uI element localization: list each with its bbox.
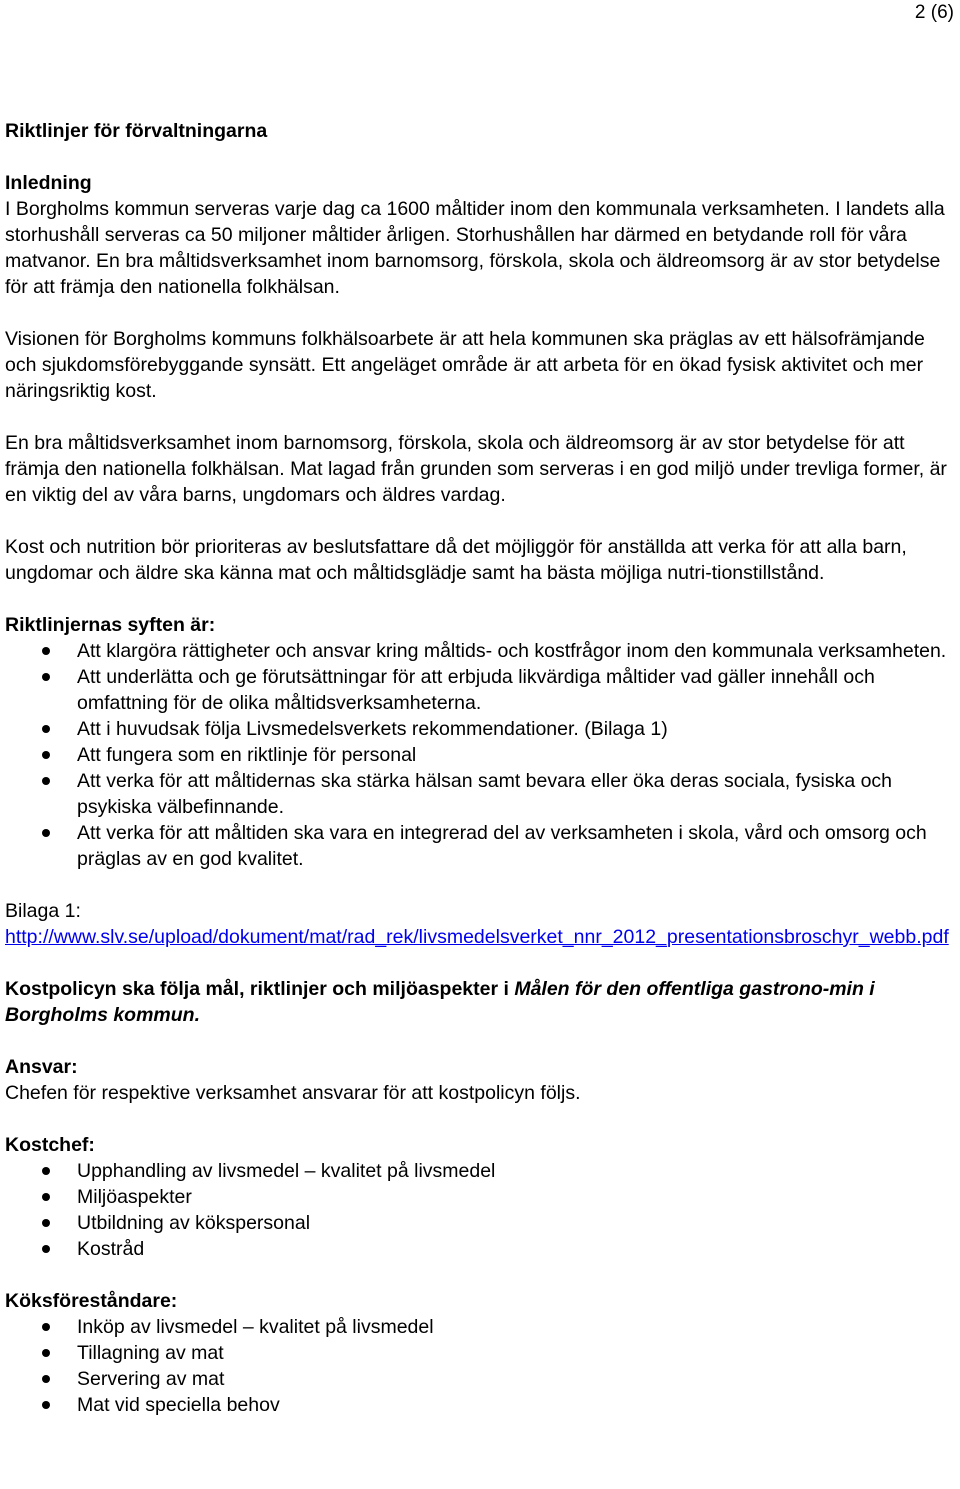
list-item: Utbildning av kökspersonal (5, 1210, 957, 1236)
bullet-icon (42, 1167, 50, 1175)
bullet-icon (42, 1349, 50, 1357)
purposes-heading: Riktlinjernas syften är: (5, 614, 216, 636)
responsibility-text: Chefen för respektive verksamhet ansvarar för att kostpolicyn följs. (5, 1082, 581, 1104)
bullet-icon (42, 1219, 50, 1227)
paragraph-nutrition: Kost och nutrition bör prioriteras av beslutsfattare då det möjliggör för anställda att verka för att alla barn, ungdomar och äldre ska känna mat och måltidsglädje samt ha bästa möjliga nutri-tionstillstånd. (5, 536, 907, 584)
intro-text: I Borgholms kommun serveras varje dag ca 1600 måltider inom den kommunala verksamheten. I landets alla storhushåll serveras ca 50 miljoner måltider årligen. Storhushållen har därmed en betydande roll för våra matvanor. En bra måltidsverksamhet inom barnomsorg, förskola, skola och äldreomsorg är av stor betydelse för att främja den nationella folkhälsan. (5, 198, 945, 298)
purposes-list (5, 638, 957, 872)
kostchef-list (5, 1158, 957, 1262)
policy-statement: Kostpolicyn ska följa mål, riktlinjer och miljöaspekter i Målen för den offentliga gastrono-min i Borgholms kommun. (5, 978, 875, 1026)
list-item: Att underlätta och ge förutsättningar för att erbjuda likvärdiga måltider vad gäller innehåll och omfattning för de olika måltidsverksamheterna. (5, 664, 957, 716)
paragraph-meal-activity: En bra måltidsverksamhet inom barnomsorg, förskola, skola och äldreomsorg är av stor betydelse för att främja den nationella folkhälsan. Mat lagad från grunden som serveras i en god miljö under trevliga former, är en viktig del av våra barns, ungdomars och äldres vardag. (5, 432, 947, 506)
document-body (5, 118, 957, 1418)
page-number: 2 (6) (914, 2, 954, 23)
kostchef-heading: Kostchef: (5, 1134, 95, 1156)
list-item: Inköp av livsmedel – kvalitet på livsmedel (5, 1314, 957, 1340)
bullet-icon (42, 725, 50, 733)
bullet-icon (42, 1375, 50, 1383)
bullet-icon (42, 829, 50, 837)
list-item: Kostråd (5, 1236, 957, 1262)
list-item: Miljöaspekter (5, 1184, 957, 1210)
bullet-icon (42, 777, 50, 785)
document-title: Riktlinjer för förvaltningarna (5, 120, 268, 142)
list-item: Mat vid speciella behov (5, 1392, 957, 1418)
list-item: Att fungera som en riktlinje för personal (5, 742, 957, 768)
paragraph-vision: Visionen för Borgholms kommuns folkhälsoarbete är att hela kommunen ska präglas av ett hälsofrämjande och sjukdomsförebyggande synsätt. Ett angeläget område är att arbeta för en ökad fysisk aktivitet och mer näringsriktig kost. (5, 328, 925, 402)
appendix-link[interactable]: http://www.slv.se/upload/dokument/mat/rad_rek/livsmedelsverket_nnr_2012_presentationsbroschyr_webb.pdf (5, 926, 949, 948)
bullet-icon (42, 1323, 50, 1331)
list-item: Tillagning av mat (5, 1340, 957, 1366)
koksforestandare-list (5, 1314, 957, 1418)
bullet-icon (42, 647, 50, 655)
bullet-icon (42, 751, 50, 759)
list-item: Upphandling av livsmedel – kvalitet på livsmedel (5, 1158, 957, 1184)
list-item: Att verka för att måltiden ska vara en integrerad del av verksamheten i skola, vård och omsorg och präglas av en god kvalitet. (5, 820, 957, 872)
koksforestandare-heading: Köksföreståndare: (5, 1290, 178, 1312)
bullet-icon (42, 1245, 50, 1253)
list-item: Servering av mat (5, 1366, 957, 1392)
appendix-label: Bilaga 1: (5, 900, 81, 922)
list-item: Att verka för att måltidernas ska stärka hälsan samt bevara eller öka deras sociala, fysiska och psykiska välbefinnande. (5, 768, 957, 820)
bullet-icon (42, 1401, 50, 1409)
list-item: Att klargöra rättigheter och ansvar kring måltids- och kostfrågor inom den kommunala verksamheten. (5, 638, 957, 664)
bullet-icon (42, 673, 50, 681)
list-item: Att i huvudsak följa Livsmedelsverkets rekommendationer. (Bilaga 1) (5, 716, 957, 742)
bullet-icon (42, 1193, 50, 1201)
intro-heading: Inledning (5, 172, 92, 194)
responsibility-heading: Ansvar: (5, 1056, 78, 1078)
